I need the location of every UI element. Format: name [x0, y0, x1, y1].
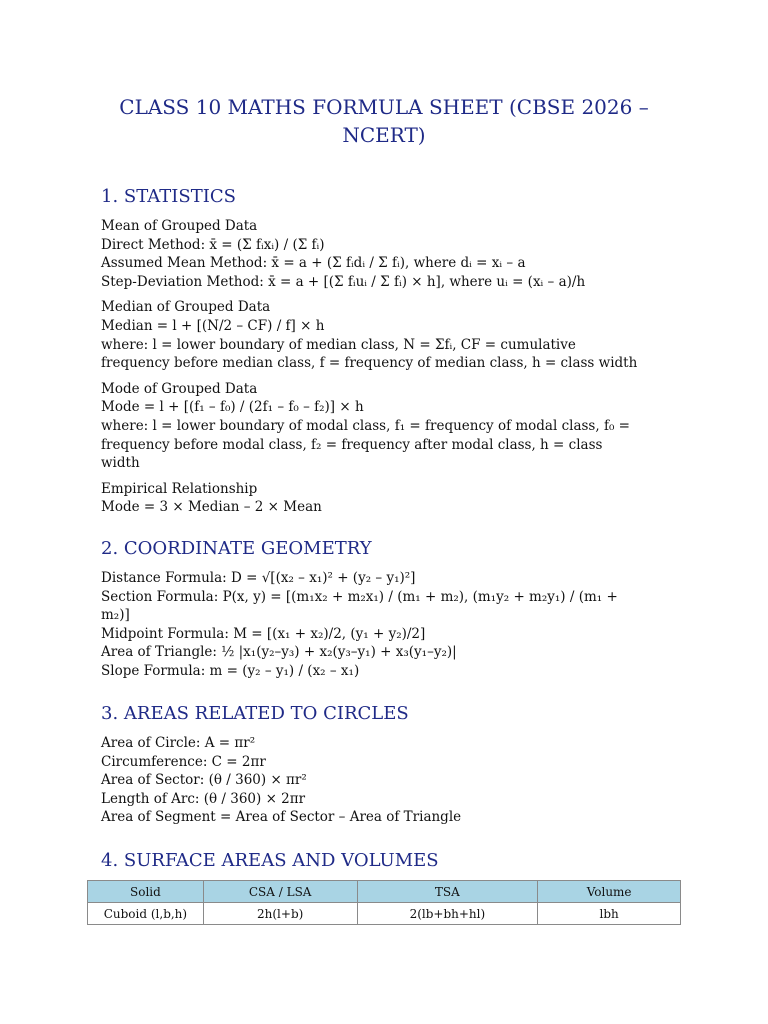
- formula-line: Direct Method: x̄ = (Σ fᵢxᵢ) / (Σ fᵢ): [101, 236, 325, 253]
- section-heading: 2. COORDINATE GEOMETRY: [101, 538, 372, 559]
- table-cell: 2h(l+b): [203, 903, 357, 925]
- block-title: Median of Grouped Data: [101, 299, 271, 316]
- formula-line: Length of Arc: (θ / 360) × 2πr: [101, 790, 306, 807]
- block-title: Mean of Grouped Data: [101, 218, 258, 234]
- formula-line: where: l = lower boundary of median class, N = Σfᵢ, CF = cumulative: [101, 336, 576, 353]
- block-median-grouped-data: [101, 298, 701, 372]
- section-heading: 1. STATISTICS: [101, 186, 236, 207]
- section-coordinate-geometry: [101, 537, 701, 688]
- formula-line: Slope Formula: m = (y₂ – y₁) / (x₂ – x₁): [101, 662, 360, 679]
- formula-line: Circumference: C = 2πr: [101, 753, 266, 770]
- formula-line: Area of Circle: A = πr²: [101, 735, 256, 751]
- formula-line: Mode = l + [(f₁ – f₀) / (2f₁ – f₀ – f₂)] × h: [101, 399, 364, 416]
- table-header-row: [88, 881, 681, 903]
- formula-line: Assumed Mean Method: x̄ = a + (Σ fᵢdᵢ / Σ fᵢ), where dᵢ = xᵢ – a: [101, 255, 526, 272]
- formula-line: Mode = 3 × Median – 2 × Mean: [101, 499, 322, 516]
- block-mean-grouped-data: [101, 217, 701, 291]
- column-header: TSA: [357, 881, 538, 903]
- formula-line: Midpoint Formula: M = [(x₁ + x₂)/2, (y₁ + y₂)/2]: [101, 625, 426, 642]
- formula-line: Area of Segment = Area of Sector – Area of Triangle: [101, 809, 462, 826]
- formula-line: Section Formula: P(x, y) = [(m₁x₂ + m₂x₁) / (m₁ + m₂), (m₁y₂ + m₂y₁) / (m₁ +: [101, 588, 618, 605]
- block-coordinate-formulas: [101, 569, 701, 681]
- block-empirical-relationship: [101, 480, 701, 517]
- section-heading: 4. SURFACE AREAS AND VOLUMES: [101, 850, 439, 871]
- section-heading: 3. AREAS RELATED TO CIRCLES: [101, 703, 409, 724]
- surface-volume-table: [87, 880, 681, 925]
- table-row: [88, 903, 681, 925]
- formula-line: where: l = lower boundary of modal class, f₁ = frequency of modal class, f₀ =: [101, 417, 630, 434]
- formula-line: Area of Sector: (θ / 360) × πr²: [101, 772, 307, 789]
- surface-volume-table-wrap: [87, 880, 681, 925]
- page-title: CLASS 10 MATHS FORMULA SHEET (CBSE 2026 – NCERT): [119, 95, 649, 147]
- formula-line: m₂)]: [101, 607, 130, 624]
- block-circle-formulas: [101, 734, 701, 827]
- table-cell: 2(lb+bh+hl): [357, 903, 538, 925]
- formula-line: Median = l + [(N/2 – CF) / f] × h: [101, 317, 325, 334]
- block-mode-grouped-data: [101, 380, 701, 473]
- column-header: CSA / LSA: [203, 881, 357, 903]
- formula-line: frequency before median class, f = frequency of median class, h = class width: [101, 355, 638, 372]
- section-statistics: [101, 185, 701, 524]
- column-header: Solid: [88, 881, 204, 903]
- block-title: Mode of Grouped Data: [101, 380, 258, 397]
- section-surface-areas-volumes: [101, 849, 701, 881]
- formula-line: width: [101, 455, 140, 472]
- formula-line: Area of Triangle: ½ |x₁(y₂–y₃) + x₂(y₃–y₁) + x₃(y₁–y₂)|: [101, 644, 457, 661]
- formula-line: Step-Deviation Method: x̄ = a + [(Σ fᵢuᵢ / Σ fᵢ) × h], where uᵢ = (xᵢ – a)/h: [101, 273, 586, 290]
- formula-line: frequency before modal class, f₂ = frequency after modal class, h = class: [101, 436, 603, 453]
- formula-line: Distance Formula: D = √[(x₂ – x₁)² + (y₂ – y₁)²]: [101, 570, 416, 586]
- table-cell: Cuboid (l,b,h): [88, 903, 204, 925]
- column-header: Volume: [538, 881, 681, 903]
- table-cell: lbh: [538, 903, 681, 925]
- block-title: Empirical Relationship: [101, 480, 258, 497]
- section-areas-circles: [101, 702, 701, 834]
